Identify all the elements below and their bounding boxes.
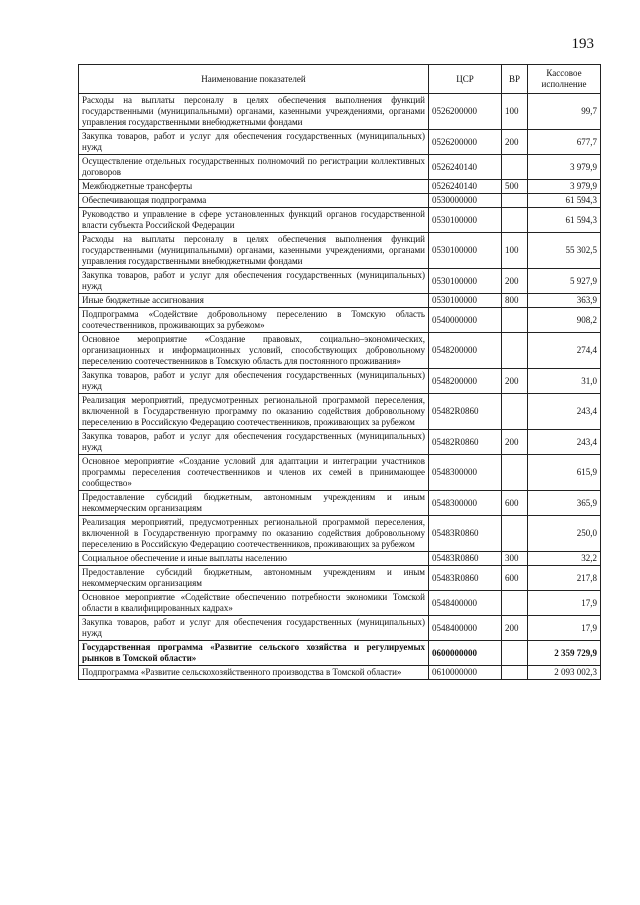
- row-vr: 800: [502, 294, 528, 308]
- page-number: 193: [571, 36, 594, 52]
- table-row: [79, 666, 601, 680]
- row-name: Межбюджетные трансферты: [79, 180, 429, 194]
- row-name: Реализация мероприятий, предусмотренных региональной программой переселения, включенной в Государственную программу по оказанию содействия добровольному переселению в Российскую Федерацию соотечественников, проживающих за рубежом: [79, 516, 429, 552]
- row-vr: 600: [502, 566, 528, 591]
- row-csr: 0530000000: [429, 194, 502, 208]
- row-vr: [502, 516, 528, 552]
- row-vr: [502, 666, 528, 680]
- row-csr: 0548200000: [429, 333, 502, 369]
- row-name: Государственная программа «Развитие сельского хозяйства и регулируемых рынков в Томской области»: [79, 641, 429, 666]
- row-csr: 0548300000: [429, 491, 502, 516]
- table-row: [79, 333, 601, 369]
- row-amount: 2 359 729,9: [528, 641, 601, 666]
- row-amount: 908,2: [528, 308, 601, 333]
- row-vr: 200: [502, 269, 528, 294]
- row-name: Основное мероприятие «Создание условий для адаптации и интеграции участников программы переселения соотечественников и членов их семей в принимающее сообщество»: [79, 455, 429, 491]
- row-amount: 17,9: [528, 591, 601, 616]
- table-row: [79, 616, 601, 641]
- row-name: Обеспечивающая подпрограмма: [79, 194, 429, 208]
- row-name: Предоставление субсидий бюджетным, автономным учреждениям и иным некоммерческим организациям: [79, 491, 429, 516]
- table-row: [79, 369, 601, 394]
- table-row: [79, 294, 601, 308]
- row-vr: 200: [502, 130, 528, 155]
- row-vr: 100: [502, 94, 528, 130]
- table-row: [79, 208, 601, 233]
- row-csr: 0526240140: [429, 155, 502, 180]
- table-row: [79, 155, 601, 180]
- header-csr: ЦСР: [429, 65, 502, 94]
- row-vr: 600: [502, 491, 528, 516]
- row-name: Закупка товаров, работ и услуг для обеспечения государственных (муниципальных) нужд: [79, 369, 429, 394]
- row-name: Расходы на выплаты персоналу в целях обеспечения выполнения функций государственными (муниципальными) органами, казенными учреждениями, органами управления государственными внебюджетными фондами: [79, 94, 429, 130]
- row-amount: 2 093 002,3: [528, 666, 601, 680]
- row-csr: 0530100000: [429, 269, 502, 294]
- row-amount: 363,9: [528, 294, 601, 308]
- row-vr: [502, 208, 528, 233]
- row-csr: 05483R0860: [429, 566, 502, 591]
- row-name: Реализация мероприятий, предусмотренных региональной программой переселения, включенной в Государственную программу по оказанию содействия добровольному переселению в Российскую Федерацию соотечественников, проживающих за рубежом: [79, 394, 429, 430]
- row-vr: 200: [502, 616, 528, 641]
- row-vr: [502, 641, 528, 666]
- row-csr: 0526200000: [429, 94, 502, 130]
- table-body: [79, 94, 601, 680]
- table-header-row: [79, 65, 601, 94]
- row-csr: 0548200000: [429, 369, 502, 394]
- row-amount: 3 979,9: [528, 180, 601, 194]
- row-vr: 500: [502, 180, 528, 194]
- row-name: Социальное обеспечение и иные выплаты населению: [79, 552, 429, 566]
- row-name: Закупка товаров, работ и услуг для обеспечения государственных (муниципальных) нужд: [79, 430, 429, 455]
- header-vr: ВР: [502, 65, 528, 94]
- row-csr: 0548400000: [429, 591, 502, 616]
- table-row: [79, 130, 601, 155]
- row-vr: [502, 394, 528, 430]
- row-amount: 3 979,9: [528, 155, 601, 180]
- row-amount: 677,7: [528, 130, 601, 155]
- row-name: Основное мероприятие «Содействие обеспечению потребности экономики Томской области в квалифицированных кадрах»: [79, 591, 429, 616]
- row-csr: 0530100000: [429, 233, 502, 269]
- table-row: [79, 641, 601, 666]
- table-row: [79, 591, 601, 616]
- table-row: [79, 455, 601, 491]
- table-row: [79, 430, 601, 455]
- row-vr: [502, 591, 528, 616]
- row-amount: 17,9: [528, 616, 601, 641]
- row-vr: [502, 333, 528, 369]
- table-row: [79, 308, 601, 333]
- row-amount: 31,0: [528, 369, 601, 394]
- row-name: Подпрограмма «Содействие добровольному переселению в Томскую область соотечественников, проживающих за рубежом»: [79, 308, 429, 333]
- row-csr: 0526200000: [429, 130, 502, 155]
- table-row: [79, 194, 601, 208]
- table-row: [79, 180, 601, 194]
- row-amount: 250,0: [528, 516, 601, 552]
- row-name: Закупка товаров, работ и услуг для обеспечения государственных (муниципальных) нужд: [79, 616, 429, 641]
- row-amount: 32,2: [528, 552, 601, 566]
- row-csr: 05482R0860: [429, 430, 502, 455]
- table-row: [79, 491, 601, 516]
- row-name: Закупка товаров, работ и услуг для обеспечения государственных (муниципальных) нужд: [79, 130, 429, 155]
- table-row: [79, 516, 601, 552]
- row-name: Закупка товаров, работ и услуг для обеспечения государственных (муниципальных) нужд: [79, 269, 429, 294]
- row-amount: 243,4: [528, 394, 601, 430]
- row-vr: 100: [502, 233, 528, 269]
- row-name: Расходы на выплаты персоналу в целях обеспечения выполнения функций государственными (муниципальными) органами, казенными учреждениями, органами управления государственными внебюджетными фондами: [79, 233, 429, 269]
- row-vr: 200: [502, 369, 528, 394]
- row-amount: 274,4: [528, 333, 601, 369]
- row-vr: 300: [502, 552, 528, 566]
- header-name: Наименование показателей: [79, 65, 429, 94]
- row-csr: 05483R0860: [429, 552, 502, 566]
- table-row: [79, 233, 601, 269]
- table-row: [79, 94, 601, 130]
- row-csr: 0530100000: [429, 208, 502, 233]
- row-vr: [502, 155, 528, 180]
- row-csr: 0548400000: [429, 616, 502, 641]
- row-csr: 0540000000: [429, 308, 502, 333]
- row-name: Основное мероприятие «Создание правовых, социально–экономических, организационных и информационных условий, способствующих добровольному переселению соотечественников в Томскую область для постоянного проживания»: [79, 333, 429, 369]
- row-name: Подпрограмма «Развитие сельскохозяйственного производства в Томской области»: [79, 666, 429, 680]
- row-amount: 61 594,3: [528, 194, 601, 208]
- row-name: Руководство и управление в сфере установленных функций органов государственной власти субъекта Российской Федерации: [79, 208, 429, 233]
- row-vr: [502, 308, 528, 333]
- row-csr: 0548300000: [429, 455, 502, 491]
- row-csr: 0526240140: [429, 180, 502, 194]
- row-vr: [502, 194, 528, 208]
- row-csr: 05482R0860: [429, 394, 502, 430]
- header-amount: Кассовое исполнение: [528, 65, 601, 94]
- row-amount: 243,4: [528, 430, 601, 455]
- row-amount: 217,8: [528, 566, 601, 591]
- row-amount: 55 302,5: [528, 233, 601, 269]
- table-row: [79, 566, 601, 591]
- row-name: Иные бюджетные ассигнования: [79, 294, 429, 308]
- row-amount: 365,9: [528, 491, 601, 516]
- table-row: [79, 552, 601, 566]
- row-csr: 0610000000: [429, 666, 502, 680]
- row-csr: 0530100000: [429, 294, 502, 308]
- row-amount: 615,9: [528, 455, 601, 491]
- table-row: [79, 269, 601, 294]
- row-vr: [502, 455, 528, 491]
- row-csr: 0600000000: [429, 641, 502, 666]
- row-name: Осуществление отдельных государственных полномочий по регистрации коллективных договоров: [79, 155, 429, 180]
- budget-table: [78, 64, 601, 680]
- row-amount: 99,7: [528, 94, 601, 130]
- table-row: [79, 394, 601, 430]
- row-name: Предоставление субсидий бюджетным, автономным учреждениям и иным некоммерческим организациям: [79, 566, 429, 591]
- row-csr: 05483R0860: [429, 516, 502, 552]
- row-vr: 200: [502, 430, 528, 455]
- row-amount: 61 594,3: [528, 208, 601, 233]
- row-amount: 5 927,9: [528, 269, 601, 294]
